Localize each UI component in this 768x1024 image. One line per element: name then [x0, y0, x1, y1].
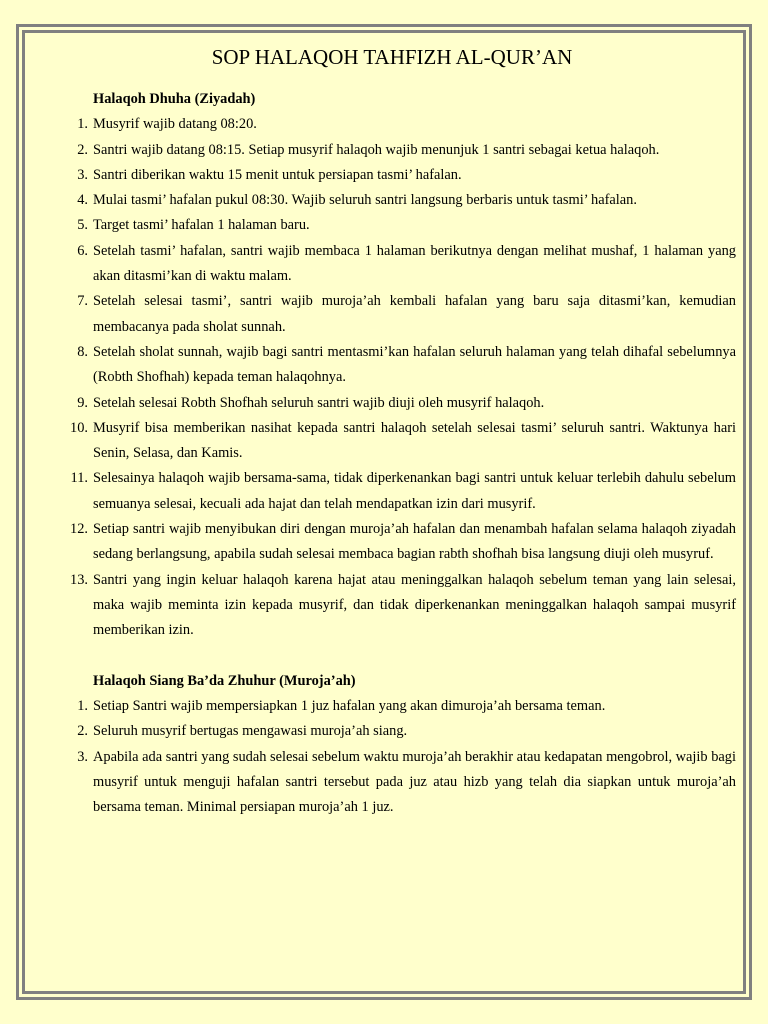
list-item-text: Santri wajib datang 08:15. Setiap musyrif halaqoh wajib menunjuk 1 santri sebagai ketua halaqoh. — [93, 141, 660, 158]
list-item — [77, 239, 736, 290]
list-item-text: Setiap santri wajib menyibukan diri dengan muroja’ah hafalan dan menambah hafalan selama halaqoh ziyadah sedang berlangsung, apabila sudah selesai membaca bagian rabth shofhah bisa langsung diuji oleh musyruf. — [93, 521, 736, 563]
list-item-number: 7. — [77, 293, 88, 310]
list-item — [77, 188, 736, 213]
list-item-number: 11. — [70, 470, 88, 487]
section-spacer — [0, 644, 768, 669]
list-item-number: 6. — [77, 242, 88, 259]
list-item-text: Setiap Santri wajib mempersiapkan 1 juz hafalan yang akan dimuroja’ah bersama teman. — [93, 698, 606, 715]
list-item — [77, 719, 736, 744]
list-item — [77, 163, 736, 188]
list-item-text: Selesainya halaqoh wajib bersama-sama, tidak diperkenankan bagi santri untuk keluar terlebih dahulu sebelum semuanya selesai, kecuali ada hajat dan telah mendapatkan izin dari musyrif. — [93, 470, 736, 512]
section-halaqoh-siang — [0, 669, 768, 821]
list-item-text: Santri diberikan waktu 15 menit untuk persiapan tasmi’ hafalan. — [93, 166, 462, 183]
list-item-number: 1. — [77, 698, 88, 715]
section-halaqoh-dhuha — [0, 87, 768, 644]
list-item-number: 3. — [77, 166, 88, 183]
list-item-number: 10. — [70, 419, 88, 436]
list-item-number: 1. — [77, 116, 88, 133]
list-item — [77, 289, 736, 340]
list-item — [70, 568, 736, 644]
section-heading: Halaqoh Dhuha (Ziyadah) — [93, 91, 256, 107]
list-item-number: 2. — [77, 141, 88, 158]
list-item-text: Seluruh musyrif bertugas mengawasi muroja’ah siang. — [93, 723, 408, 740]
sop-list — [0, 112, 768, 643]
list-item-text: Setelah selesai Robth Shofhah seluruh santri wajib diuji oleh musyrif halaqoh. — [93, 394, 545, 411]
list-item — [70, 517, 736, 568]
list-item-text: Apabila ada santri yang sudah selesai sebelum waktu muroja’ah berakhir atau kedapatan mengobrol, wajib bagi musyrif untuk menguji hafalan santri tersebut pada juz atau hizb yang telah dia siapkan untuk muroja’ah bersama teman. Minimal persiapan muroja’ah 1 juz. — [93, 748, 736, 816]
document-body — [0, 87, 768, 821]
list-item — [77, 112, 736, 137]
list-item — [77, 340, 736, 391]
list-item — [77, 138, 736, 163]
list-item-number: 4. — [77, 192, 88, 209]
list-item-number: 3. — [77, 748, 88, 765]
list-item-text: Santri yang ingin keluar halaqoh karena hajat atau meninggalkan halaqoh sebelum teman yang lain selesai, maka wajib meminta izin kepada musyrif, dan tidak diperkenankan meninggalkan halaqoh sampai musyrif memberikan izin. — [93, 571, 736, 639]
list-item — [77, 213, 736, 238]
list-item-number: 12. — [70, 521, 88, 538]
list-item-text: Setelah selesai tasmi’, santri wajib muroja’ah kembali hafalan yang baru saja ditasmi’kan, kemudian membacanya pada sholat sunnah. — [93, 293, 736, 335]
list-item-number: 5. — [77, 217, 88, 234]
list-item-number: 8. — [77, 343, 88, 360]
list-item-text: Setelah tasmi’ hafalan, santri wajib membaca 1 halaman berikutnya dengan melihat mushaf, 1 halaman yang akan ditasmi’kan di waktu malam. — [93, 242, 736, 285]
list-item-number: 9. — [77, 394, 88, 411]
list-item-text: Target tasmi’ hafalan 1 halaman baru. — [93, 217, 310, 234]
list-item-text: Musyrif bisa memberikan nasihat kepada santri halaqoh setelah selesai tasmi’ seluruh santri. Waktunya hari Senin, Selasa, dan Kamis. — [93, 419, 736, 462]
list-item-number: 13. — [70, 571, 88, 588]
sop-list — [0, 694, 768, 820]
list-item-number: 2. — [77, 723, 88, 740]
list-item — [77, 745, 736, 821]
section-heading: Halaqoh Siang Ba’da Zhuhur (Muroja’ah) — [93, 672, 356, 689]
list-item-text: Setelah sholat sunnah, wajib bagi santri mentasmi’kan hafalan seluruh halaman yang telah dihafal sebelumnya (Robth Shofhah) kepada teman halaqohnya. — [93, 343, 736, 386]
list-item — [77, 694, 736, 719]
document-title: SOP HALAQOH TAHFIZH AL-QUR’AN — [211, 45, 573, 69]
list-item-text: Mulai tasmi’ hafalan pukul 08:30. Wajib seluruh santri langsung berbaris untuk tasmi’ hafalan. — [93, 192, 637, 209]
list-item-text: Musyrif wajib datang 08:20. — [93, 116, 257, 133]
list-item — [77, 391, 736, 416]
list-item — [70, 416, 736, 467]
list-item — [70, 466, 736, 517]
